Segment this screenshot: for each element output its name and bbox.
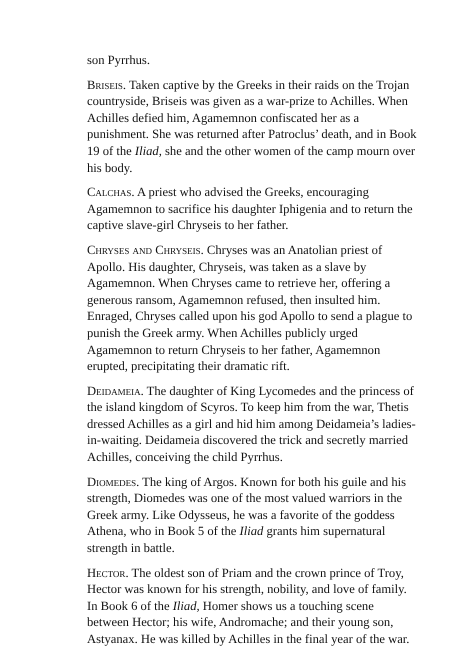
entry-text: . The daughter of King Lycomedes and the princess of the island kingdom of Scyros. To keep him from the war, Thetis dressed Achilles as a girl and hid him among Deidameia’s ladies-in-waiting. Deidameia discovered the trick and secretly married Achilles, conceiving the child Pyrrhus. — [87, 383, 416, 465]
entry-name: Chryses and Chryseis — [87, 242, 201, 257]
entry-name: Deidameia — [87, 383, 141, 398]
entry-text: son Pyrrhus. — [87, 53, 150, 67]
book-title: Iliad — [239, 524, 264, 539]
entry-text: Homer shows us a touching scene between Hector; his wife, Andromache; and their young son, Astyanax. He was killed by Achilles in the final year of the war. — [87, 598, 410, 646]
entry-text: . A priest who advised the Greeks, encouraging Agamemnon to sacrifice his daughter Iphigenia and to return the captive slave-girl Chryseis to her father. — [87, 185, 413, 233]
glossary-continuation — [87, 52, 417, 69]
glossary-page — [87, 52, 417, 656]
glossary-entry-chryses-and-chryseis — [87, 242, 417, 375]
book-title: Iliad, — [134, 143, 162, 158]
entry-text: she and the other women of the camp mourn over his body. — [87, 143, 416, 175]
entry-text: . Chryses was an Anatolian priest of Apollo. His daughter, Chryseis, was taken as a slave by Agamemnon. When Chryses came to retrieve her, offering a generous ransom, Agamemnon refused, then insulted him. Enraged, Chryses called upon his god Apollo to send a plague to punish the Greek army. When Achilles publicly urged Agamemnon to return Chryseis to her father, Agamemnon erupted, precipitating their dramatic rift. — [87, 242, 413, 374]
entry-text: . The oldest son of Priam and the crown prince of Troy, Hector was known for his strength, nobility, and love of family. In Book 6 of the — [87, 565, 407, 613]
entry-name: Calchas — [87, 185, 132, 200]
glossary-entry-hector — [87, 565, 417, 648]
entry-name: Diomedes — [87, 474, 137, 489]
book-title: Iliad, — [172, 598, 200, 613]
glossary-entry-diomedes — [87, 474, 417, 557]
glossary-entry-deidameia — [87, 383, 417, 466]
entry-text: . The king of Argos. Known for both his guile and his strength, Diomedes was one of the most valued warriors in the Greek army. Like Odysseus, he was a favorite of the goddess Athena, who in Book 5 of the — [87, 474, 407, 539]
entry-name: Hector — [87, 565, 126, 580]
entry-text: grants him supernatural strength in battle. — [87, 524, 386, 556]
entry-text: . Taken captive by the Greeks in their raids on the Trojan countryside, Briseis was given as a war-prize to Achilles. When Achilles defied him, Agamemnon confiscated her as a punishment. She was returned after Patroclus’ death, and in Book 19 of the — [87, 77, 417, 158]
glossary-entry-briseis — [87, 77, 417, 177]
entry-name: Briseis — [87, 77, 123, 92]
glossary-entry-calchas — [87, 184, 417, 234]
